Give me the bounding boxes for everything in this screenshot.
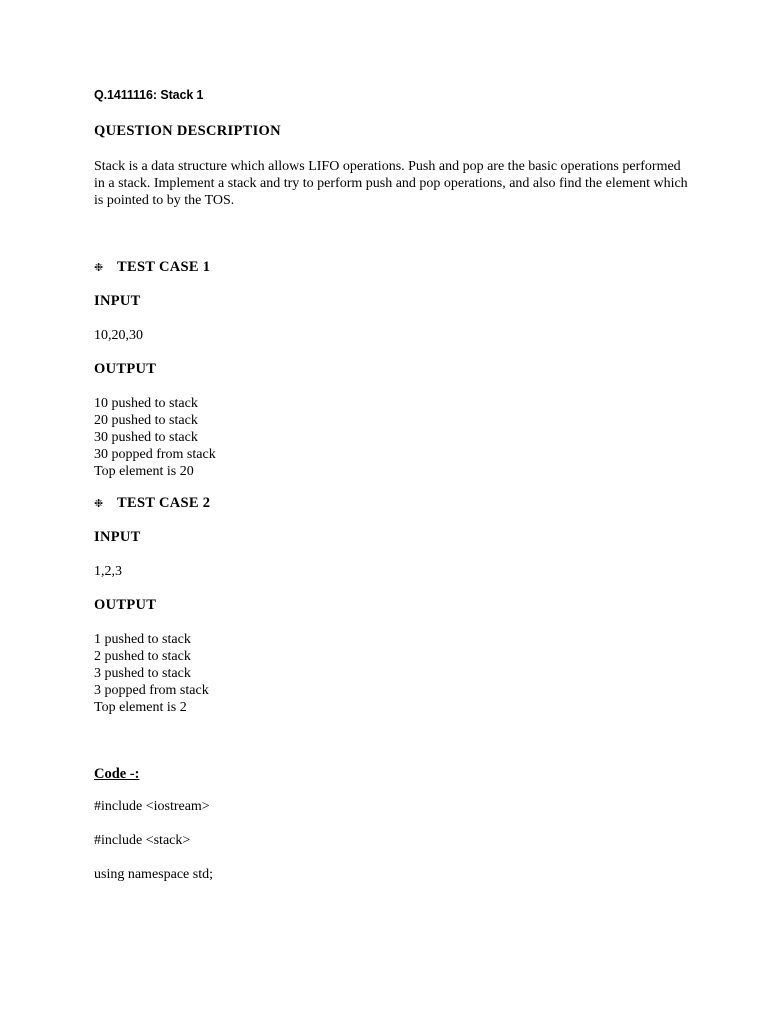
test-case-2-input-value: 1,2,3 [94, 564, 122, 579]
test-case-1-input-value: 10,20,30 [94, 328, 143, 343]
test-case-1-output [94, 395, 216, 480]
code-line: using namespace std; [94, 867, 213, 882]
test-case-2-output [94, 631, 209, 716]
test-case-1-output-label: OUTPUT [94, 361, 157, 377]
output-line: 10 pushed to stack [94, 396, 198, 411]
test-case-1-title: TEST CASE 1 [117, 259, 211, 275]
output-line: 20 pushed to stack [94, 413, 198, 428]
test-case-1-input-label: INPUT [94, 293, 141, 309]
code-line: #include <stack> [94, 833, 191, 848]
output-line: 30 pushed to stack [94, 430, 198, 445]
code-line: #include <iostream> [94, 799, 210, 814]
bullet-icon: ❉ [94, 497, 104, 510]
output-line: Top element is 2 [94, 700, 187, 715]
output-line: 30 popped from stack [94, 447, 216, 462]
output-line: 3 pushed to stack [94, 666, 191, 681]
output-line: Top element is 20 [94, 464, 194, 479]
output-line: 1 pushed to stack [94, 632, 191, 647]
output-line: 3 popped from stack [94, 683, 209, 698]
test-case-2-title: TEST CASE 2 [117, 495, 211, 511]
code-heading: Code -: [94, 766, 140, 782]
description-heading: QUESTION DESCRIPTION [94, 123, 281, 139]
output-line: 2 pushed to stack [94, 649, 191, 664]
test-case-2-output-label: OUTPUT [94, 597, 157, 613]
question-id: Q.1411116: Stack 1 [94, 88, 204, 102]
description-text: Stack is a data structure which allows LIFO operations. Push and pop are the basic operations performed in a stack. Implement a stack and try to perform push and pop operations, and also find the element which is pointed to by the TOS. [94, 159, 688, 208]
bullet-icon: ❉ [94, 261, 104, 274]
test-case-2-input-label: INPUT [94, 529, 141, 545]
